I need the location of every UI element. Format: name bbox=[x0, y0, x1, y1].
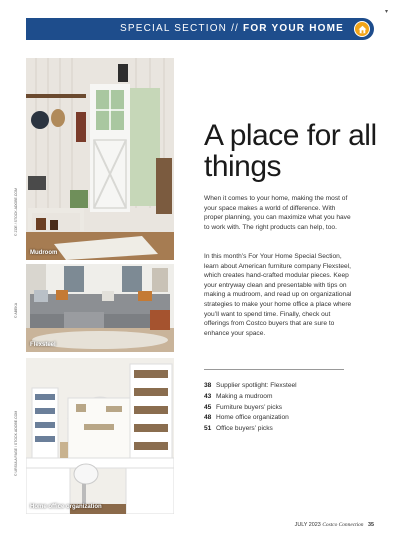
contents-page-number: 43 bbox=[204, 392, 212, 400]
contents-item[interactable] bbox=[204, 424, 364, 435]
mudroom-credit: © ZOE / STOCK.ADOBE.COM bbox=[14, 187, 18, 236]
mudroom-caption: Mudroom bbox=[30, 250, 58, 256]
contents-item[interactable] bbox=[204, 403, 364, 414]
page-number: 35 bbox=[368, 522, 374, 528]
mudroom-photo bbox=[26, 58, 174, 260]
flexsteel-caption: Flexsteel bbox=[30, 342, 56, 348]
contents-title: Office buyers’ picks bbox=[216, 425, 273, 433]
page-headline: A place for all things bbox=[204, 119, 377, 183]
house-icon bbox=[354, 21, 370, 37]
corner-mark: ▾ bbox=[384, 9, 388, 15]
section-header-bar bbox=[26, 18, 374, 40]
contents-item[interactable] bbox=[204, 381, 364, 392]
home-office-photo bbox=[26, 358, 174, 514]
contents-item[interactable] bbox=[204, 392, 364, 403]
issue-date: JULY 2023 bbox=[294, 522, 321, 528]
intro-paragraph: When it comes to your home, making the most of your space makes a world of difference. With proper planning, you can maximize what you have to work with. The right products can help, too. bbox=[204, 195, 351, 231]
section-overview-paragraph: In this month’s For Your Home Special Section, learn about American furniture company Flexsteel, which creates hand-crafted modular pieces. Keep your entryway clean and presentable with tips on making a mudroom, and read up on organizational strategies to make your home office a place where you’ll want to spend time. Finally, check out offerings from Costco buyers that are sure to enhance your space. bbox=[204, 253, 352, 337]
contents-title: Home office organization bbox=[216, 414, 289, 422]
section-header-text bbox=[120, 18, 344, 40]
publication-name: Costco Connection bbox=[322, 522, 364, 528]
flexsteel-credit: © ABEKA bbox=[14, 302, 18, 318]
contents-page-number: 51 bbox=[204, 425, 212, 433]
contents-title: Supplier spotlight: Flexsteel bbox=[216, 382, 297, 389]
contents-list bbox=[204, 381, 364, 435]
home-office-credit: © URSULA PAGE / STOCK.ADOBE.COM bbox=[14, 410, 18, 476]
section-label: SPECIAL SECTION // bbox=[120, 23, 244, 34]
flexsteel-photo bbox=[26, 264, 174, 352]
contents-item[interactable] bbox=[204, 413, 364, 424]
home-office-caption: Home office organization bbox=[30, 504, 102, 510]
contents-page-number: 38 bbox=[204, 382, 212, 389]
section-title: FOR YOUR HOME bbox=[243, 23, 344, 34]
contents-title: Furniture buyers’ picks bbox=[216, 403, 283, 411]
page-folio bbox=[295, 522, 374, 528]
contents-page-number: 48 bbox=[204, 414, 212, 422]
contents-title: Making a mudroom bbox=[216, 392, 273, 400]
contents-page-number: 45 bbox=[204, 403, 212, 411]
contents-divider bbox=[204, 369, 344, 370]
